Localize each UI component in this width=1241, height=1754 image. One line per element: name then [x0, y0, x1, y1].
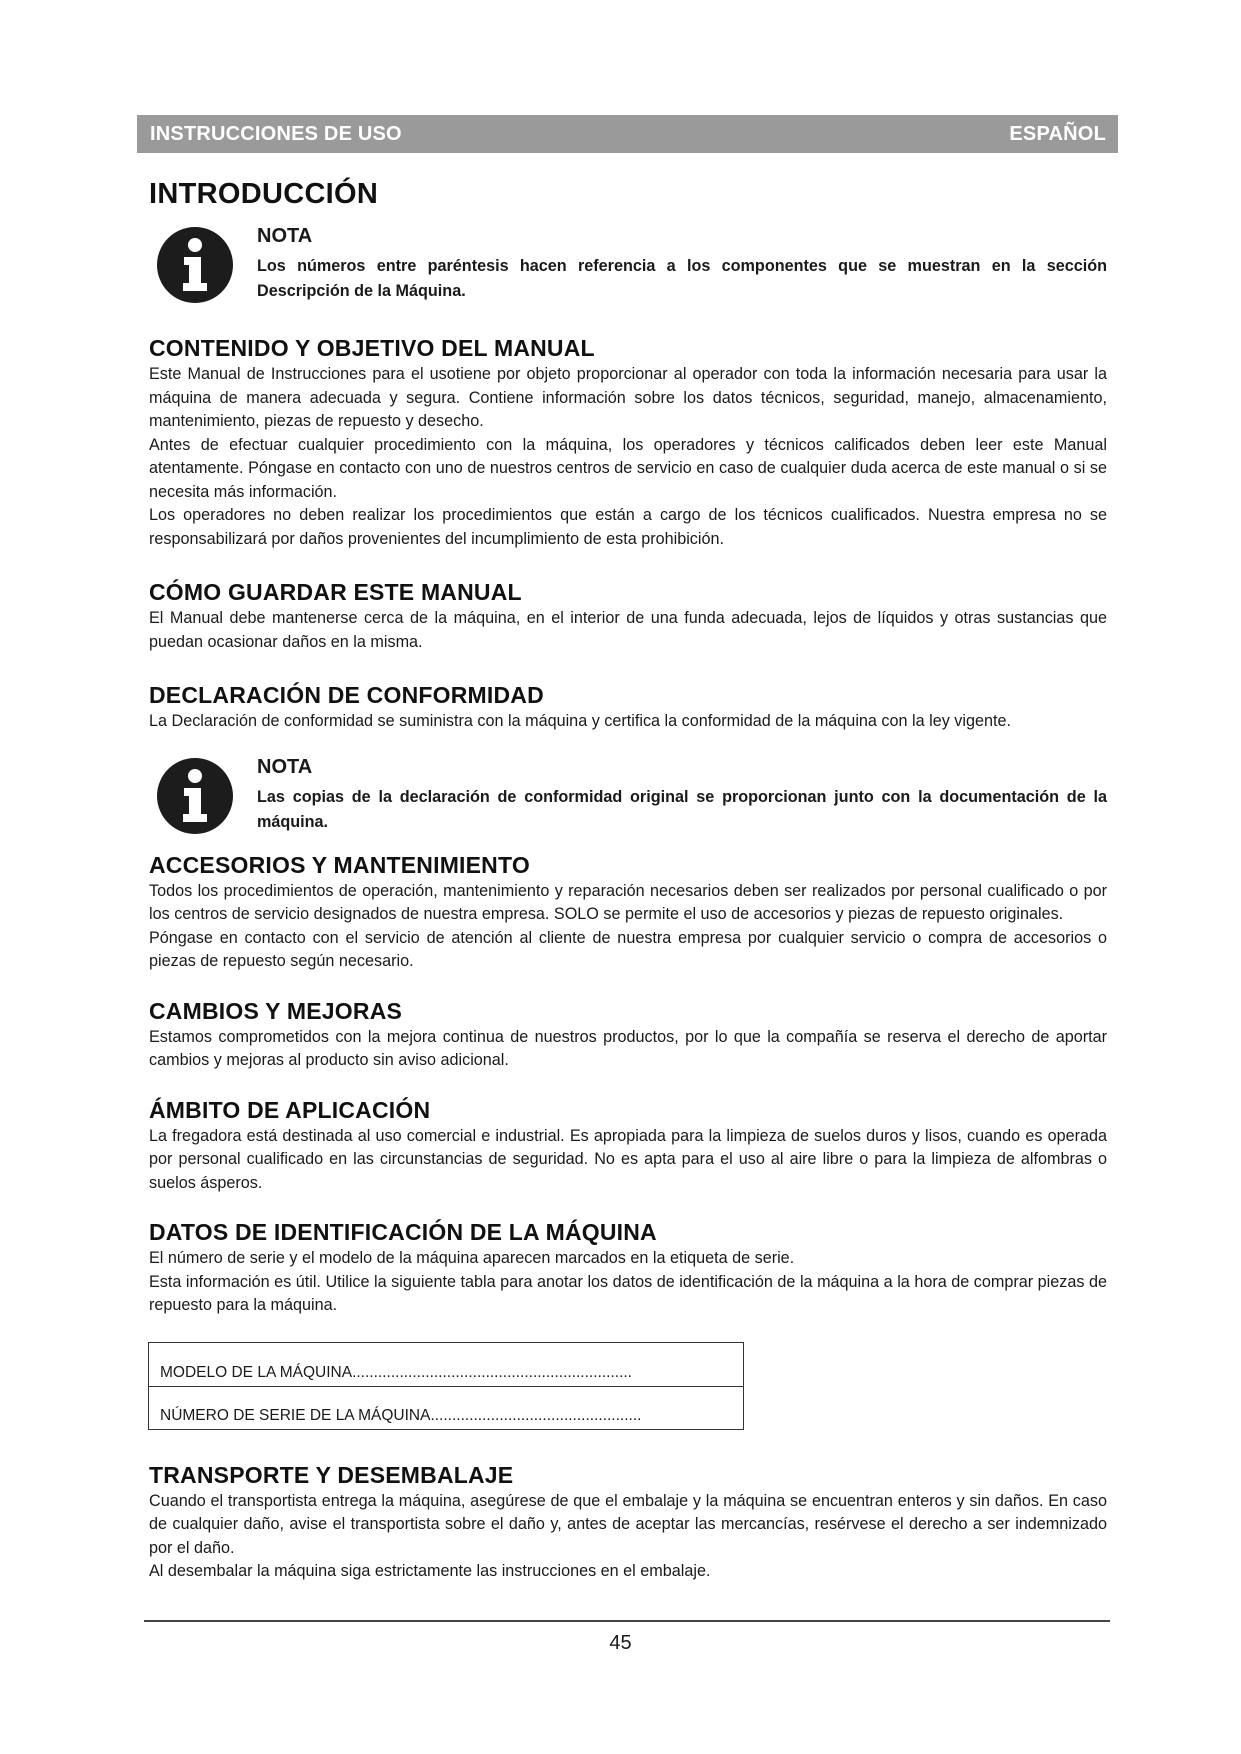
- section-title: CONTENIDO Y OBJETIVO DEL MANUAL: [149, 335, 595, 361]
- section-datos: [149, 1217, 1107, 1430]
- paragraph: Estamos comprometidos con la mejora continua de nuestros productos, por lo que la compañía se reserva el derecho de aportar cambios y mejoras al producto sin aviso adicional.: [149, 1027, 1107, 1069]
- note-title: NOTA: [257, 225, 313, 247]
- note-text: Las copias de la declaración de conformidad original se proporcionan junto con la documentación de la máquina.: [257, 787, 1107, 831]
- model-field: MODELO DE LA MÁQUINA.................................................................: [160, 1363, 632, 1381]
- page-number: 45: [609, 1632, 632, 1654]
- page-title: INTRODUCCIÓN: [149, 178, 379, 210]
- section-accesorios: [149, 850, 1107, 974]
- paragraph: La Declaración de conformidad se suministra con la máquina y certifica la conformidad de la máquina con la ley vigente.: [149, 712, 1011, 730]
- paragraph: Antes de efectuar cualquier procedimiento con la máquina, los operadores y técnicos calificados deben leer este Manual atentamente. Póngase en contacto con uno de nuestros centros de servicio en caso de cualquier duda acerca de este manual o si se necesita más información.: [149, 435, 1107, 501]
- note-text: Los números entre paréntesis hacen referencia a los componentes que se muestran en la sección Descripción de la Máquina.: [257, 257, 1107, 300]
- section-title: CAMBIOS Y MEJORAS: [149, 997, 403, 1024]
- section-declaracion: [149, 680, 1107, 734]
- paragraph: Todos los procedimientos de operación, mantenimiento y reparación necesarios deben ser realizados por personal cualificado o por los centros de servicio designados de nuestra empresa. SOLO se permite el uso de accesorios y piezas de repuesto originales.: [149, 881, 1107, 923]
- info-icon: [155, 756, 235, 836]
- identification-table: [148, 1342, 744, 1430]
- section-cambios: [149, 996, 1107, 1073]
- section-title: ACCESORIOS Y MANTENIMIENTO: [149, 851, 530, 878]
- paragraph: El número de serie y el modelo de la máquina aparecen marcados en la etiqueta de serie.: [149, 1249, 795, 1267]
- header-left-label: INSTRUCCIONES DE USO: [150, 122, 402, 145]
- section-title: ÁMBITO DE APLICACIÓN: [149, 1096, 431, 1123]
- page-header-bar: [137, 115, 1118, 153]
- paragraph: El Manual debe mantenerse cerca de la máquina, en el interior de una funda adecuada, lejos de líquidos y otras sustancias que puedan ocasionar daños en la misma.: [149, 609, 1107, 651]
- footer-divider: [144, 1620, 1110, 1622]
- paragraph: Al desembalar la máquina siga estrictamente las instrucciones en el embalaje.: [149, 1562, 711, 1580]
- section-title: DATOS DE IDENTIFICACIÓN DE LA MÁQUINA: [149, 1219, 657, 1245]
- header-language-label: ESPAÑOL: [1009, 122, 1106, 145]
- section-title: DECLARACIÓN DE CONFORMIDAD: [149, 682, 544, 708]
- paragraph: Póngase en contacto con el servicio de atención al cliente de nuestra empresa por cualquier servicio o compra de accesorios o piezas de repuesto según necesario.: [149, 928, 1107, 970]
- paragraph: Este Manual de Instrucciones para el usotiene por objeto proporcionar al operador con toda la información necesaria para usar la máquina de manera adecuada y segura. Contiene información sobre los datos técnicos, seguridad, manejo, almacenamiento, mantenimiento, piezas de repuesto y desecho.: [149, 365, 1107, 430]
- page-content: [149, 178, 1107, 1584]
- section-title: CÓMO GUARDAR ESTE MANUAL: [149, 579, 522, 605]
- note-box: [149, 225, 1107, 305]
- section-guardar: [149, 577, 1107, 654]
- serial-number-field: NÚMERO DE SERIE DE LA MÁQUINA.................................................: [149, 1386, 743, 1429]
- paragraph: Esta información es útil. Utilice la siguiente tabla para anotar los datos de identificación de la máquina a la hora de comprar piezas de repuesto para la máquina.: [149, 1272, 1107, 1314]
- note-title: NOTA: [257, 755, 313, 778]
- note-body: [257, 756, 1107, 835]
- paragraph: Cuando el transportista entrega la máquina, asegúrese de que el embalaje y la máquina se encuentran enteros y sin daños. En caso de cualquier daño, avise el transportista sobre el daño y, antes de aceptar las mercancías, resérvese el derecho a ser indemnizado por el daño.: [149, 1491, 1107, 1557]
- section-transporte: [149, 1460, 1107, 1584]
- section-title: TRANSPORTE Y DESEMBALAJE: [149, 1461, 514, 1488]
- info-icon: [155, 225, 235, 305]
- note-box: [149, 756, 1107, 836]
- paragraph: Los operadores no deben realizar los procedimientos que están a cargo de los técnicos cualificados. Nuestra empresa no se responsabilizará por daños provenientes del incumplimiento de esta prohibición.: [149, 506, 1107, 548]
- section-contenido: [149, 333, 1107, 551]
- paragraph: La fregadora está destinada al uso comercial e industrial. Es apropiada para la limpieza de suelos duros y lisos, cuando es operada por personal cualificado en las circunstancias de seguridad. No es apta para el uso al aire libre o para la limpieza de alfombras o suelos ásperos.: [149, 1126, 1107, 1192]
- note-body: [257, 225, 1107, 304]
- section-ambito: [149, 1095, 1107, 1196]
